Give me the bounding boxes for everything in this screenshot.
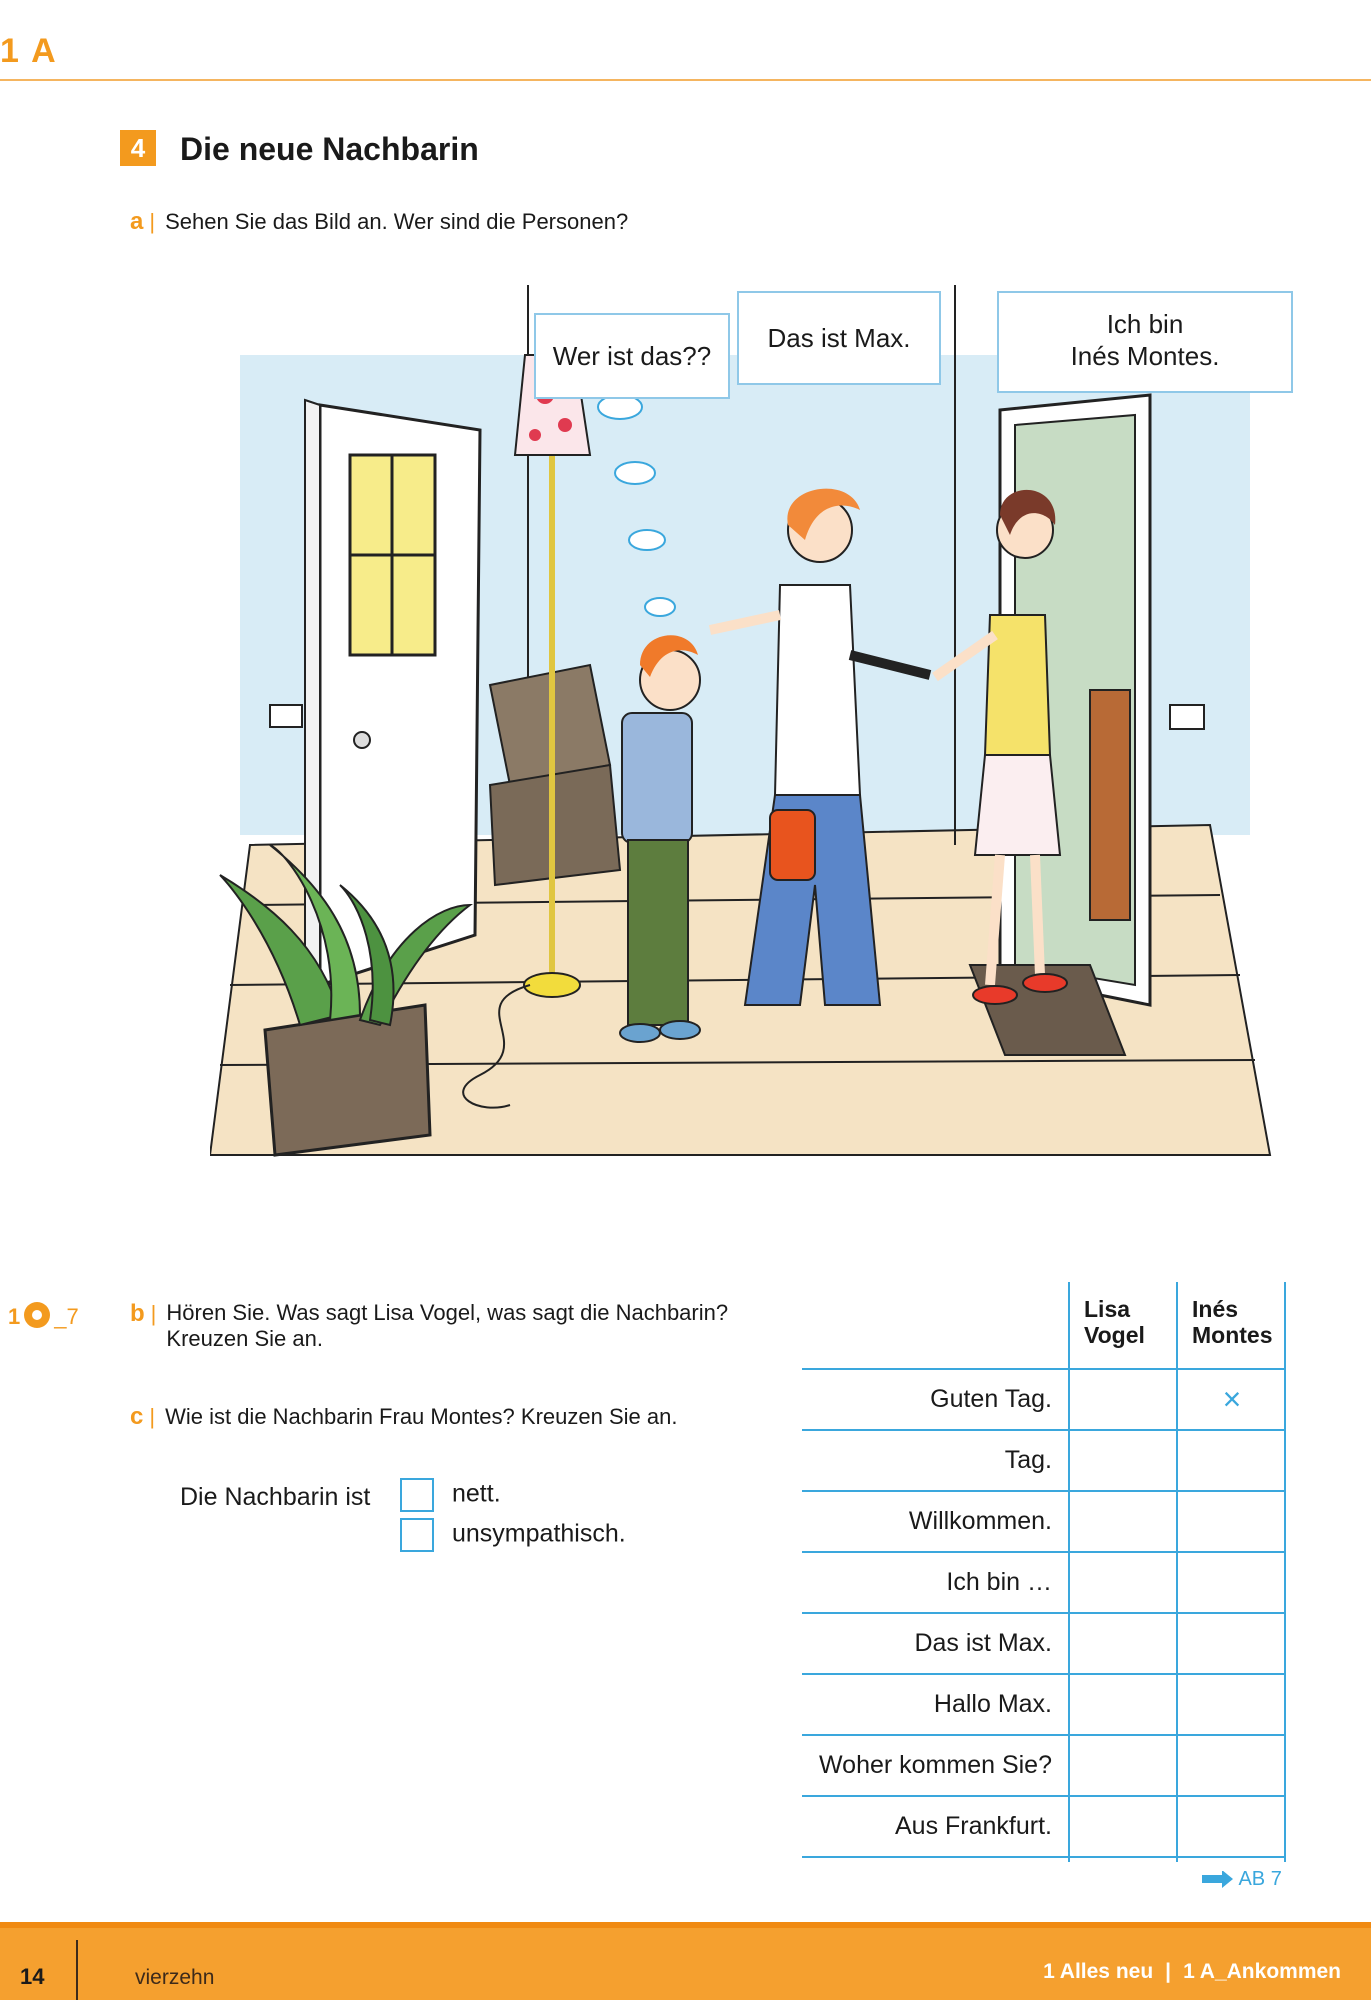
col-lisa-line2: Vogel xyxy=(1084,1322,1145,1348)
row-label: Tag. xyxy=(1004,1446,1052,1474)
option-nett-label: nett. xyxy=(452,1479,501,1508)
hallway-illustration xyxy=(210,285,1285,1185)
task-b-line2: Kreuzen Sie an. xyxy=(166,1326,323,1351)
speech-bubble-who xyxy=(534,313,730,399)
footer-section: 1 A_Ankommen xyxy=(1183,1960,1341,1983)
row-label: Willkommen. xyxy=(908,1507,1052,1535)
table-row xyxy=(802,1551,1286,1612)
footer-chapter: 1 Alles neu xyxy=(1043,1960,1154,1983)
task-c: c | Wie ist die Nachbarin Frau Montes? Kreuzen Sie an. xyxy=(130,1403,678,1430)
cell-lisa[interactable] xyxy=(1070,1675,1178,1734)
page-number-word: vierzehn xyxy=(135,1966,215,1989)
cell-ines[interactable] xyxy=(1178,1675,1286,1734)
bubble-3-line1: Ich bin xyxy=(1106,309,1184,339)
col-lisa-line1: Lisa xyxy=(1084,1296,1131,1322)
cell-ines[interactable] xyxy=(1178,1431,1286,1490)
col-ines-line1: Inés xyxy=(1192,1296,1239,1322)
cell-ines[interactable] xyxy=(1178,1736,1286,1795)
cell-lisa[interactable] xyxy=(1070,1614,1178,1673)
task-b-line1: Hören Sie. Was sagt Lisa Vogel, was sagt die Nachbarin? xyxy=(166,1300,729,1325)
row-label: Hallo Max. xyxy=(933,1690,1052,1718)
column-header-lisa-vogel xyxy=(1084,1282,1145,1368)
speech-bubble-max xyxy=(737,291,941,385)
row-label: Das ist Max. xyxy=(914,1629,1052,1657)
cell-ines[interactable] xyxy=(1178,1797,1286,1856)
nachbarin-label: Die Nachbarin ist xyxy=(180,1483,371,1511)
footer-separator: | xyxy=(1165,1960,1172,1983)
workbook-reference[interactable] xyxy=(1200,1868,1282,1891)
exercise-number-badge: 4 xyxy=(120,130,156,166)
row-label: Woher kommen Sie? xyxy=(819,1751,1052,1779)
cell-lisa[interactable] xyxy=(1070,1797,1178,1856)
cd-icon xyxy=(22,1300,52,1336)
table-row xyxy=(802,1734,1286,1795)
arrow-right-icon xyxy=(1200,1868,1238,1890)
option-unsympathisch[interactable] xyxy=(400,1518,626,1552)
cell-lisa[interactable] xyxy=(1070,1736,1178,1795)
cell-ines[interactable] xyxy=(1178,1614,1286,1673)
cell-ines[interactable] xyxy=(1178,1553,1286,1612)
audio-prefix: 1 xyxy=(8,1303,21,1329)
table-row xyxy=(802,1673,1286,1734)
task-c-letter: c xyxy=(130,1403,144,1430)
option-unsympathisch-label: unsympathisch. xyxy=(452,1519,626,1548)
table-row xyxy=(802,1612,1286,1673)
bubble-3-line2: Inés Montes. xyxy=(1070,341,1220,371)
header-rule xyxy=(0,79,1371,81)
cell-ines[interactable]: × xyxy=(1222,1381,1242,1417)
footer-breadcrumb xyxy=(1043,1960,1341,1984)
task-b-letter: b xyxy=(130,1300,145,1327)
option-nett[interactable] xyxy=(400,1478,501,1512)
footer-rule xyxy=(0,1922,1371,1928)
footer-divider xyxy=(76,1940,78,2000)
task-a-text: Sehen Sie das Bild an. Wer sind die Personen? xyxy=(165,209,629,234)
audio-track-marker xyxy=(8,1300,79,1336)
task-b: b | Hören Sie. Was sagt Lisa Vogel, was sagt die Nachbarin? Kreuzen Sie an. xyxy=(130,1300,729,1351)
row-label: Aus Frankfurt. xyxy=(895,1812,1052,1840)
checkbox-nett[interactable] xyxy=(400,1478,434,1512)
exercise-title: Die neue Nachbarin xyxy=(180,131,479,167)
bubble-2-text: Das ist Max. xyxy=(767,323,911,353)
workbook-reference-label: AB 7 xyxy=(1238,1868,1282,1890)
cell-ines[interactable] xyxy=(1178,1492,1286,1551)
table-row xyxy=(802,1368,1286,1429)
cell-lisa[interactable] xyxy=(1070,1492,1178,1551)
audio-suffix: _7 xyxy=(54,1303,79,1329)
checkbox-unsympathisch[interactable] xyxy=(400,1518,434,1552)
table-row xyxy=(802,1795,1286,1858)
unit-label: 1 A xyxy=(0,32,58,70)
cell-lisa[interactable] xyxy=(1070,1370,1178,1429)
task-a: a | Sehen Sie das Bild an. Wer sind die Personen? xyxy=(130,208,629,235)
row-label: Ich bin … xyxy=(946,1568,1052,1596)
answer-table xyxy=(802,1282,1286,1862)
task-a-letter: a xyxy=(130,208,144,235)
task-c-text: Wie ist die Nachbarin Frau Montes? Kreuzen Sie an. xyxy=(165,1404,678,1429)
table-row xyxy=(802,1490,1286,1551)
column-header-ines-montes xyxy=(1192,1282,1273,1368)
page-number: 14 xyxy=(20,1964,45,1989)
col-ines-line2: Montes xyxy=(1192,1322,1273,1348)
speech-bubble-ines xyxy=(997,291,1293,393)
row-label: Guten Tag. xyxy=(930,1385,1052,1413)
bubble-1-text: Wer ist das?? xyxy=(552,341,712,371)
cell-lisa[interactable] xyxy=(1070,1431,1178,1490)
table-row xyxy=(802,1429,1286,1490)
cell-lisa[interactable] xyxy=(1070,1553,1178,1612)
